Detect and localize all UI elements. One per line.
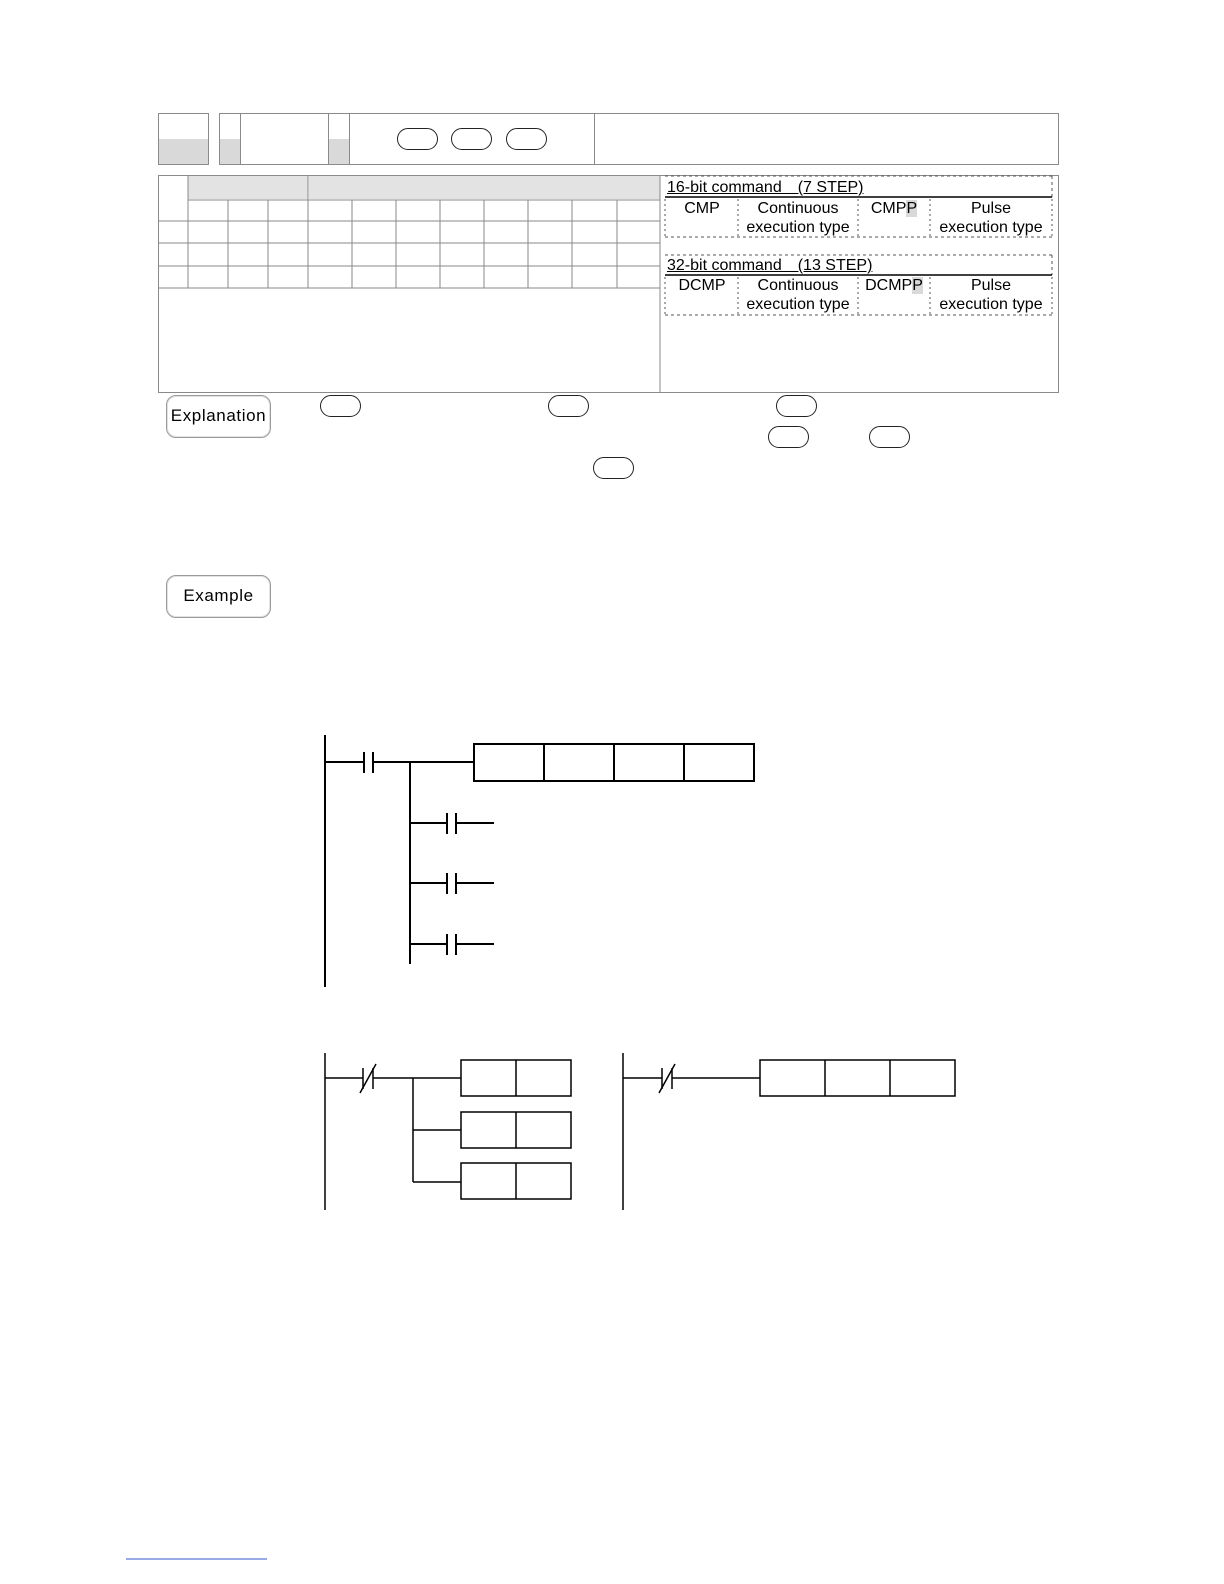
- cmd16-pulse-name-base: CMP: [870, 200, 907, 217]
- cmd32-header: 32-bit command (13 STEP): [667, 257, 873, 274]
- cmd32-continuous-type-line2: execution type: [746, 296, 850, 313]
- cmd32-continuous-name: DCMP: [678, 277, 726, 294]
- cmd16-pulse-type-line1: Pulse: [970, 200, 1012, 217]
- cmd32-pulse-name-base: DCMP: [865, 277, 913, 294]
- cmd16-continuous-type-line2: execution type: [746, 219, 850, 236]
- function-box-icon: [760, 1060, 955, 1096]
- cmd16-pulse-type-line2: execution type: [939, 219, 1043, 236]
- cmd16-continuous-name: CMP: [684, 200, 720, 217]
- cmd16-header: 16-bit command (7 STEP): [667, 179, 864, 196]
- explanation-badge: Explanation: [166, 395, 271, 438]
- cmd32-pulse-type-line2: execution type: [939, 296, 1043, 313]
- example-badge: Example: [166, 575, 271, 618]
- cmd32-pulse-suffix: P: [912, 277, 923, 294]
- cmd32-continuous-type-line1: Continuous: [757, 277, 839, 294]
- cmd16-pulse-suffix: P: [906, 200, 918, 217]
- cmd32-pulse-type-line1: Pulse: [970, 277, 1012, 294]
- cmd16-continuous-type-line1: Continuous: [757, 200, 839, 217]
